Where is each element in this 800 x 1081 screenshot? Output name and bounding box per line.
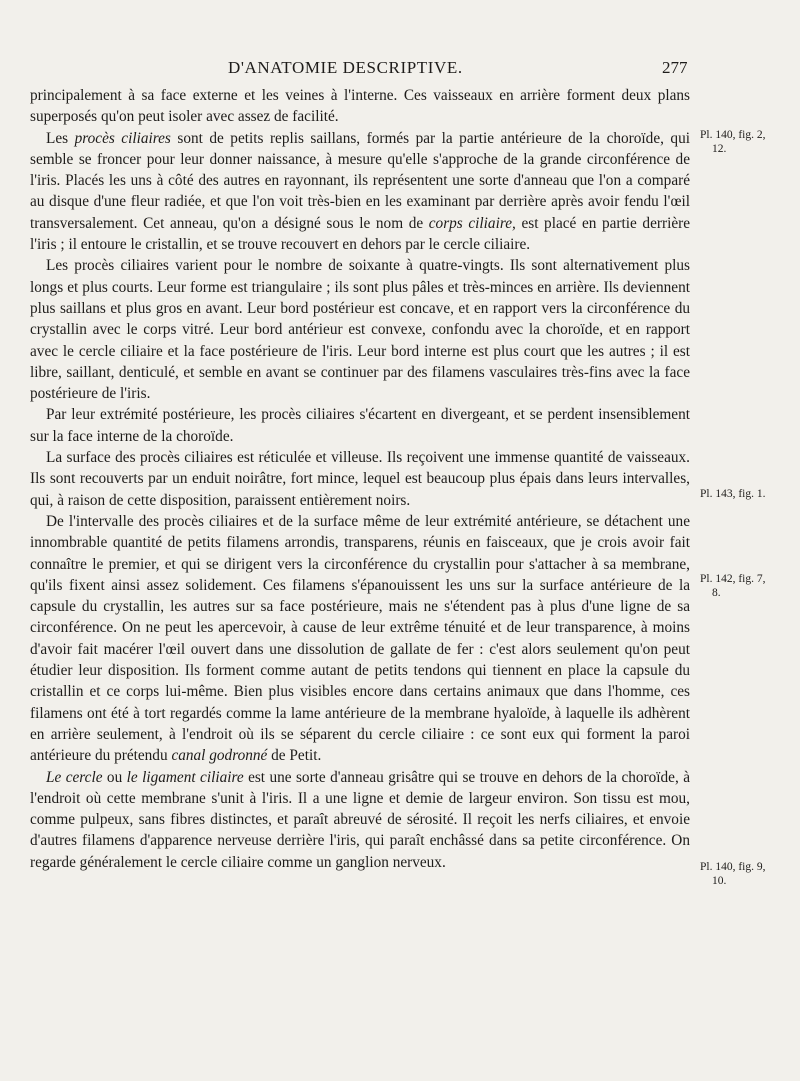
paragraph	[30, 511, 690, 767]
paragraph	[30, 255, 690, 404]
margin-note-plate-143: Pl. 143, fig. 1.	[700, 488, 766, 500]
running-title: D'ANATOMIE DESCRIPTIVE.	[228, 58, 463, 77]
text-run: sont de petits replis saillans, formés par la partie antérieure de la choroïde, qui semble se froncer pour leur donner naissance, à mesure qu'elle s'approche de la grande circonférence de l'iris. Placés les uns à côté des autres en rayonnant, ils représentent une sorte d'anneau que l'on a comparé au disque d'une fleur radiée, et que l'on voit très-bien en les examinant par derrière après avoir fendu l'œil transversalement. Cet anneau, qu'on a désigné sous le nom de	[30, 129, 690, 232]
text-run: Les procès ciliaires varient pour le nombre de soixante à quatre-vingts. Ils sont alternativement plus longs et plus courts. Leur forme est triangulaire ; ils sont plus pâles et très-minces en arrière. Ils deviennent plus saillans et plus gros en avant. Leur bord postérieur est concave, et en rapport vers la circonférence du crystallin avec le corps vitré. Leur bord antérieur est convexe, confondu avec la choroïde, et en rapport avec le cercle ciliaire et la face postérieure de l'iris. Leur bord interne est plus court que les autres ; il est libre, saillant, denticulé, et semble en avant se continuer par des filamens vasculaires très-fins avec la face postérieure de l'iris.	[30, 257, 690, 403]
text-run: de Petit.	[267, 747, 322, 765]
paragraph	[30, 85, 690, 128]
italic-term: canal godronné	[171, 747, 268, 765]
margin-note-plate-140-b: Pl. 140, fig. 9, 10.	[700, 861, 766, 887]
italic-term: corps ciliaire,	[428, 214, 516, 232]
paragraph	[30, 404, 690, 447]
text-run: est une sorte d'anneau grisâtre qui se trouve en dehors de la choroïde, à l'endroit où cette membrane s'unit à l'iris. Il a une ligne et demie de largeur environ. Son tissu est mou, comme pulpeux, sans fibres distinctes, et paraît abreuvé de sérosité. Il reçoit les nerfs ciliaires, et envoie d'autres filamens d'apparence nerveuse derrière l'iris, qui paraît enchâssé dans sa petite circonférence. On regarde généralement le cercle ciliaire comme un ganglion nerveux.	[30, 768, 690, 871]
text-run: La surface des procès ciliaires est réticulée et villeuse. Ils reçoivent une immense quantité de vaisseaux. Ils sont recouverts par un enduit noirâtre, fort mince, lequel est beaucoup plus épais dans leurs intervalles, qui, à raison de cette disposition, paraissent entièrement noirs.	[30, 449, 690, 509]
paragraph	[30, 128, 690, 256]
paragraph	[30, 767, 690, 873]
body-text	[30, 85, 690, 873]
text-run: est placé en partie derrière l'iris ; il entoure le cristallin, et se trouve recouvert en dehors par le cercle ciliaire.	[30, 214, 690, 254]
text-run: Les	[46, 129, 75, 147]
italic-term: le ligament ciliaire	[126, 768, 244, 786]
page-header	[0, 58, 800, 80]
margin-note-plate-140-a: Pl. 140, fig. 2, 12.	[700, 129, 766, 155]
paragraph	[30, 447, 690, 511]
text-run: principalement à sa face externe et les veines à l'interne. Ces vaisseaux en arrière forment deux plans superposés qu'on peut isoler avec assez de facilité.	[30, 87, 690, 126]
margin-note-plate-142: Pl. 142, fig. 7, 8.	[700, 573, 766, 599]
text-run: Par leur extrémité postérieure, les procès ciliaires s'écartent en divergeant, et se perdent insensiblement sur la face interne de la choroïde.	[30, 406, 690, 445]
text-run: ou	[102, 768, 127, 786]
italic-term: procès ciliaires	[74, 129, 171, 147]
text-run: De l'intervalle des procès ciliaires et de la surface même de leur extrémité antérieure, se détachent une innombrable quantité de petits filamens arrondis, transparens, réunis en faisceaux, que je crois avoir fait connaître le premier, et qui se dirigent vers la circonférence du crystallin pour s'attacher à sa membrane, qu'ils fixent ainsi assez solidement. Ces filamens s'épanouissent les uns sur la surface antérieure de la capsule du crystallin, les autres sur sa face postérieure, mais ne s'étendent pas à plus d'une ligne de sa circonférence. On ne peut les apercevoir, à cause de leur extrême ténuité et de leur transparence, à moins d'avoir fait macérer l'œil ouvert dans une dissolution de gallate de fer : c'est alors seulement qu'on peut étudier leur disposition. Ils forment comme autant de petits tendons qui tiennent en place la capsule du cristallin et ce corps lui-même. Bien plus visibles encore dans certains animaux que dans l'homme, ces filamens ont été à tort regardés comme la lame antérieure de la membrane hyaloïde, à laquelle ils adhèrent en arrière seulement, à l'endroit où ils se séparent du cercle ciliaire : ce sont eux qui forment la paroi antérieure du prétendu	[30, 512, 690, 765]
italic-term: Le cercle	[46, 768, 103, 786]
page-number: 277	[662, 58, 688, 77]
